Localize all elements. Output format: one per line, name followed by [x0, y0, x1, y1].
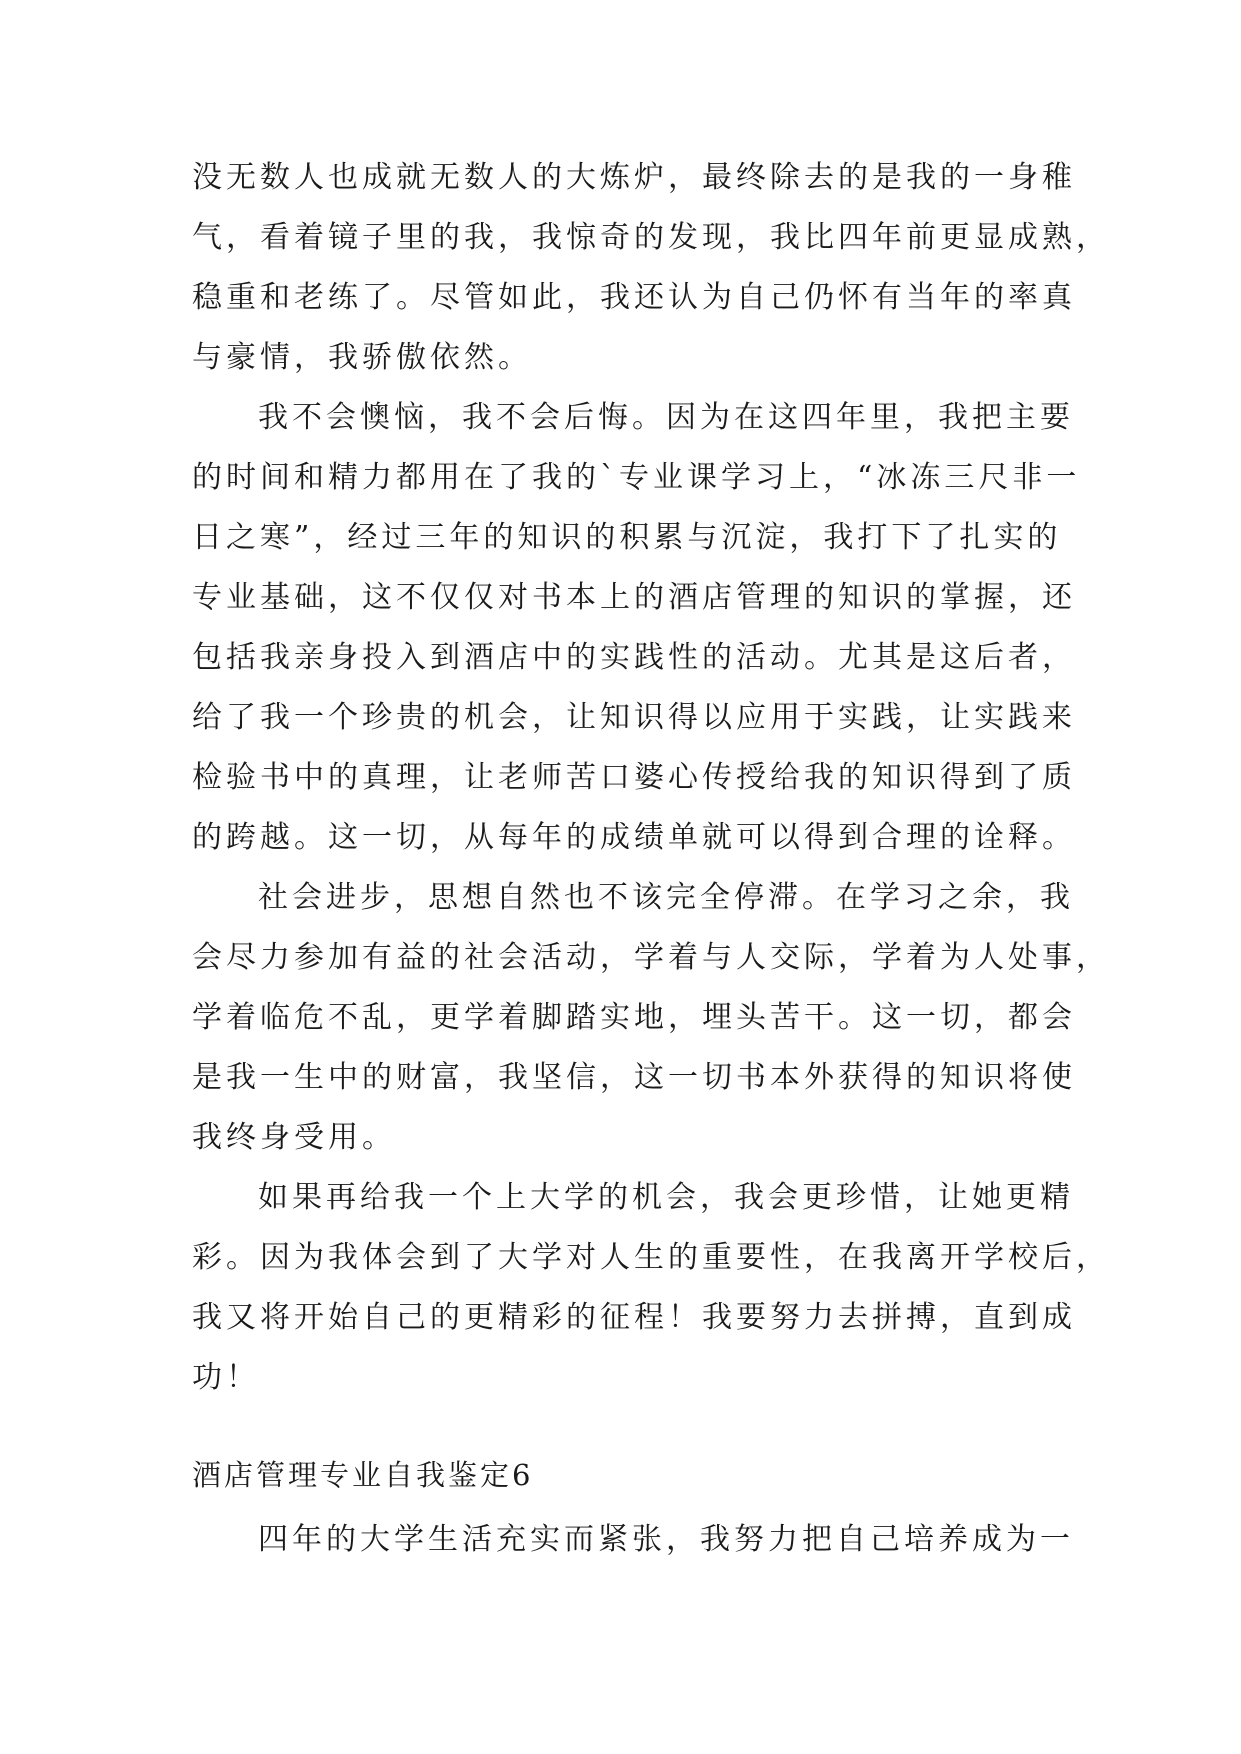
text-line: 给了我一个珍贵的机会，让知识得以应用于实践，让实践来 — [192, 700, 1076, 735]
text-line: 气，看着镜子里的我，我惊奇的发现，我比四年前更显成熟， — [192, 220, 1110, 255]
text-line: 的跨越。这一切，从每年的成绩单就可以得到合理的诠释。 — [192, 820, 1076, 855]
text-line: 功！ — [192, 1360, 260, 1395]
text-line: 是我一生中的财富，我坚信，这一切书本外获得的知识将使 — [192, 1060, 1076, 1095]
text-line: 我终身受用。 — [192, 1120, 396, 1155]
text-line: 会尽力参加有益的社会活动，学着与人交际，学着为人处事， — [192, 940, 1110, 975]
text-line: 没无数人也成就无数人的大炼炉，最终除去的是我的一身稚 — [192, 160, 1076, 195]
text-line: 彩。因为我体会到了大学对人生的重要性，在我离开学校后， — [192, 1240, 1110, 1275]
paragraph-3 — [192, 868, 1110, 1168]
text-line: 包括我亲身投入到酒店中的实践性的活动。尤其是这后者， — [192, 640, 1076, 675]
text-line: 与豪情，我骄傲依然。 — [192, 340, 532, 375]
text-line: 我不会懊恼，我不会后悔。因为在这四年里，我把主要 — [258, 400, 1074, 435]
text-line: 稳重和老练了。尽管如此，我还认为自己仍怀有当年的率真 — [192, 280, 1076, 315]
text-line: 的时间和精力都用在了我的`专业课学习上，“冰冻三尺非一 — [192, 460, 1081, 495]
text-line: 学着临危不乱，更学着脚踏实地，埋头苦干。这一切，都会 — [192, 1000, 1076, 1035]
paragraph-4 — [192, 1168, 1110, 1408]
text-line: 专业基础，这不仅仅对书本上的酒店管理的知识的掌握，还 — [192, 580, 1076, 615]
text-line: 我又将开始自己的更精彩的征程！我要努力去拼搏，直到成 — [192, 1300, 1076, 1335]
text-line: 四年的大学生活充实而紧张，我努力把自己培养成为一 — [258, 1522, 1074, 1557]
paragraph-5 — [192, 1510, 1074, 1570]
text-line: 社会进步，思想自然也不该完全停滞。在学习之余，我 — [258, 880, 1074, 915]
text-line: 检验书中的真理，让老师苦口婆心传授给我的知识得到了质 — [192, 760, 1076, 795]
paragraph-2 — [192, 388, 1081, 868]
section-heading: 酒店管理专业自我鉴定6 — [192, 1458, 534, 1492]
text-line: 如果再给我一个上大学的机会，我会更珍惜，让她更精 — [258, 1180, 1074, 1215]
text-line: 日之寒”，经过三年的知识的积累与沉淀，我打下了扎实的 — [192, 520, 1062, 555]
paragraph-1 — [192, 148, 1110, 388]
